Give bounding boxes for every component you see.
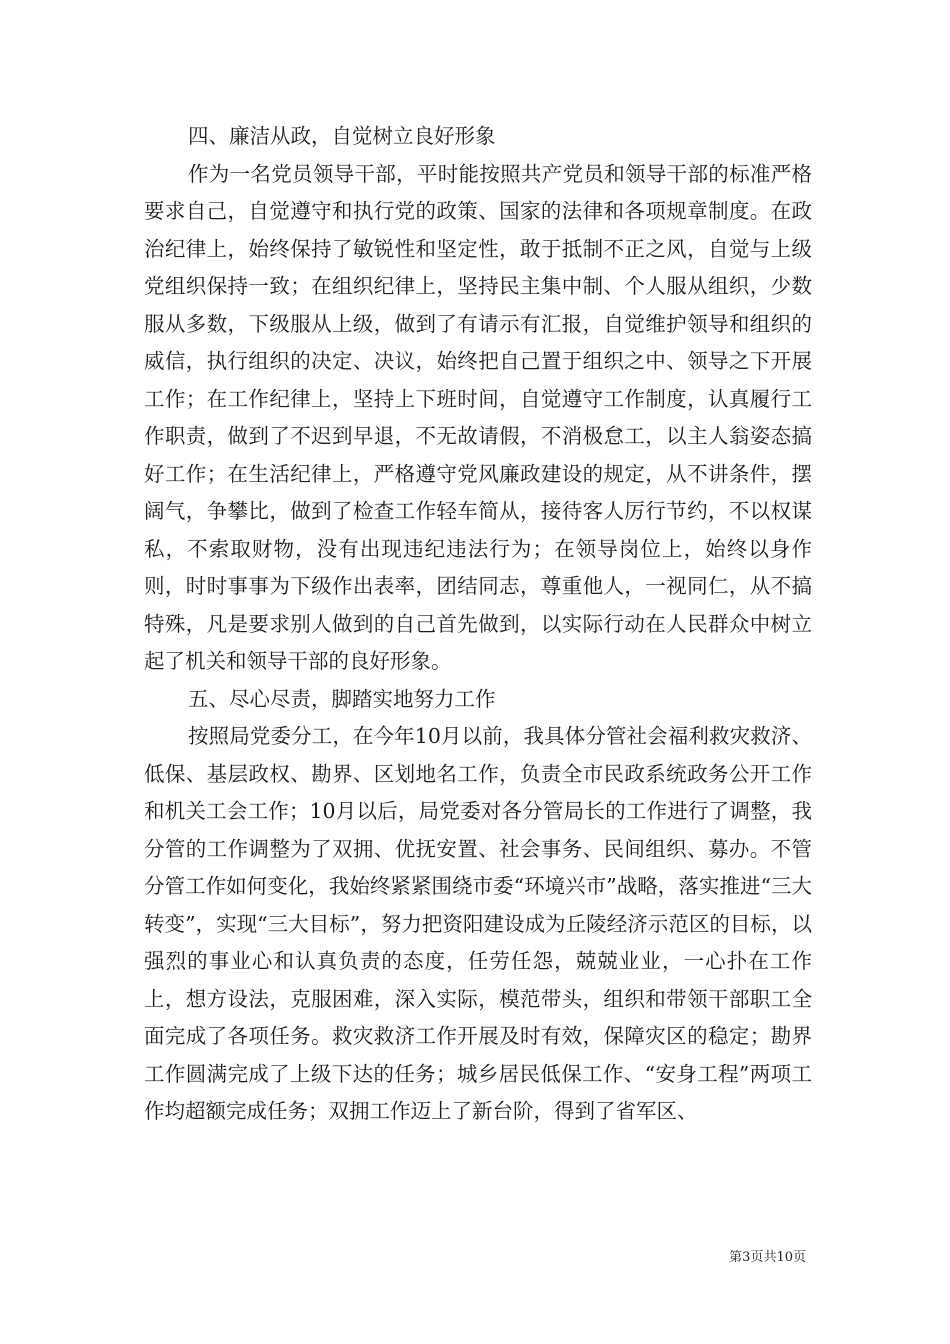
- document-body: [144, 118, 812, 1131]
- section-heading-4: 四、廉洁从政，自觉树立良好形象: [188, 124, 496, 148]
- page-number-footer: 第3页共10页: [729, 1250, 806, 1265]
- section-paragraph-5: 按照局党委分工，在今年10月以前，我具体分管社会福利救灾救济、低保、基层政权、勘界、区划地名工作，负责全市民政系统政务公开工作和机关工会工作；10月以后，局党委对各分管局长的工作进行了调整，我分管的工作调整为了双拥、优抚安置、社会事务、民间组织、募办。不管分管工作如何变化，我始终紧紧围绕市委“环境兴市”战略，落实推进“三大转变”，实现“三大目标”，努力把资阳建设成为丘陵经济示范区的目标，以强烈的事业心和认真负责的态度，任劳任怨，兢兢业业，一心扑在工作上，想方设法，克服困难，深入实际，模范带头，组织和带领干部职工全面完成了各项任务。救灾救济工作开展及时有效，保障灾区的稳定；勘界工作圆满完成了上级下达的任务；城乡居民低保工作、“安身工程”两项工作均超额完成任务；双拥工作迈上了新台阶，得到了省军区、: [144, 724, 812, 1123]
- section-heading-5: 五、尽心尽责，脚踏实地努力工作: [188, 686, 496, 711]
- section-paragraph-4: 作为一名党员领导干部，平时能按照共产党员和领导干部的标准严格要求自己，自觉遵守和执行党的政策、国家的法律和各项规章制度。在政治纪律上，始终保持了敏锐性和坚定性，敢于抵制不正之风，自觉与上级党组织保持一致；在组织纪律上，坚持民主集中制、个人服从组织，少数服从多数，下级服从上级，做到了有请示有汇报，自觉维护领导和组织的威信，执行组织的决定、决议，始终把自己置于组织之中、领导之下开展工作；在工作纪律上，坚持上下班时间，自觉遵守工作制度，认真履行工作职责，做到了不迟到早退，不无故请假，不消极怠工，以主人翁姿态搞好工作；在生活纪律上，严格遵守党风廉政建设的规定，从不讲条件，摆阔气，争攀比，做到了检查工作轻车简从，接待客人厉行节约，不以权谋私，不索取财物，没有出现违纪违法行为；在领导岗位上，始终以身作则，时时事事为下级作出表率，团结同志，尊重他人，一视同仁，从不搞特殊，凡是要求别人做到的自己首先做到，以实际行动在人民群众中树立起了机关和领导干部的良好形象。: [144, 161, 812, 673]
